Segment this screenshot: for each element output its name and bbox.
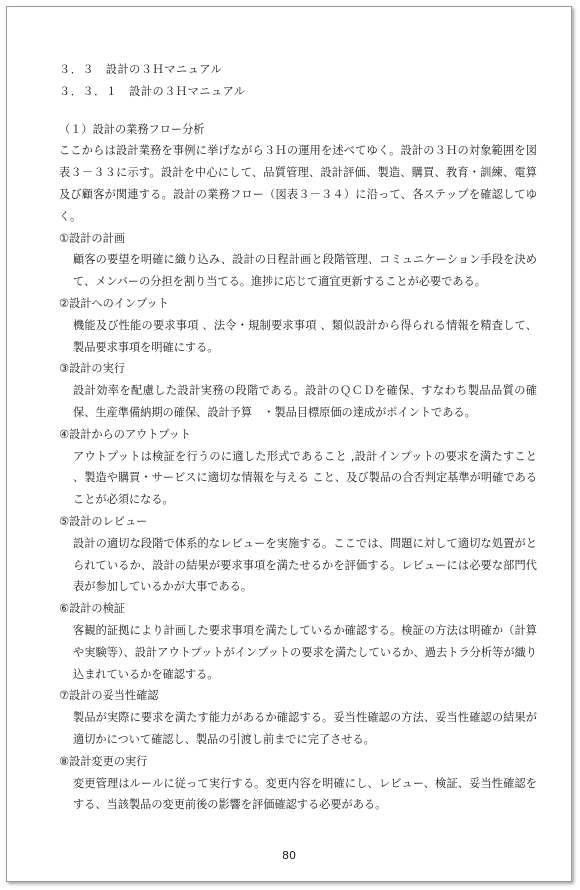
section-heading: ３．３ 設計の３Ｈマニュアル	[59, 63, 223, 76]
item-4-title: ④設計からのアウトプット	[59, 427, 191, 441]
item-8-body: 変更管理はルールに従って実行する。変更内容を明確にし、レビュー、検証、妥当性確認をする、当該製品の変更前後の影響を評価確認する必要がある。	[73, 776, 537, 812]
item-7-title: ⑦設計の妥当性確認	[59, 689, 159, 703]
item-6-title: ⑥設計の検証	[59, 602, 125, 616]
page-content	[59, 59, 537, 816]
item-6-body: 客観的証拠により計画した要求事項を満たしているか確認する。検証の方法は明確か（計算や実験等）、設計アウトプットがインプットの要求を満たしているか、過去トラ分析等が織り込まれているかを確認する。	[73, 623, 537, 681]
document-page	[6, 6, 572, 882]
intro-paragraph: ここからは設計業務を事例に挙げながら３Ｈの運用を述べてゆく。設計の３Ｈの対象範囲を図表３－３３に示す。設計を中心にして、品質管理、設計評価、製造、購買、教育・訓練、電算及び顧客が関連する。設計の業務フロー（図表３－３４）に沿って、各ステップを確認してゆく。	[59, 144, 537, 223]
item-3-body: 設計効率を配慮した設計実務の段階である。設計のＱＣＤを確保、すなわち製品品質の確保、生産準備納期の確保、設計予算 ・製品目標原価の達成がポイントである。	[73, 384, 537, 419]
subheading: （１）設計の業務フロー分析	[59, 122, 205, 136]
item-1-title: ①設計の計画	[59, 231, 125, 245]
item-3-title: ③設計の実行	[59, 362, 125, 376]
item-5-body: 設計の適切な段階で体系的なレビューを実施する。ここでは、問題に対して適切な処置がとられているか、設計の結果が要求事項を満たせるかを評価する。レビューには必要な部門代表が参加しているかが大事である。	[73, 536, 537, 594]
item-8-title: ⑧設計変更の実行	[59, 754, 148, 768]
item-7-body: 製品が実際に要求を満たす能力があるか確認する。妥当性確認の方法、妥当性確認の結果が適切かについて確認し、製品の引渡し前までに完了させる。	[73, 711, 537, 746]
page-number: 80	[282, 849, 296, 862]
subsection-heading: ３．３．１ 設計の３Ｈマニュアル	[59, 84, 246, 98]
item-1-body: 顧客の要望を明確に織り込み、設計の日程計画と段階管理、コミュニケーション手段を決めて、メンバーの分担を割り当てる。進捗に応じて適宜更新することが必要である。	[73, 253, 537, 289]
item-2-body: 機能及び性能の要求事項 、法令・規制要求事項 、類似設計から得られる情報を精査して、製品要求事項を明確にする。	[73, 318, 537, 354]
item-2-title: ②設計へのインプット	[59, 296, 169, 310]
item-4-body: アウトプットは検証を行うのに適した形式であること ,設計インプットの要求を満たすこと 、製造や購買・サービスに適切な情報を与える こと、及び製品の合否判定基準が明確であることが必須になる。	[73, 449, 537, 507]
item-5-title: ⑤設計のレビュー	[59, 514, 148, 528]
